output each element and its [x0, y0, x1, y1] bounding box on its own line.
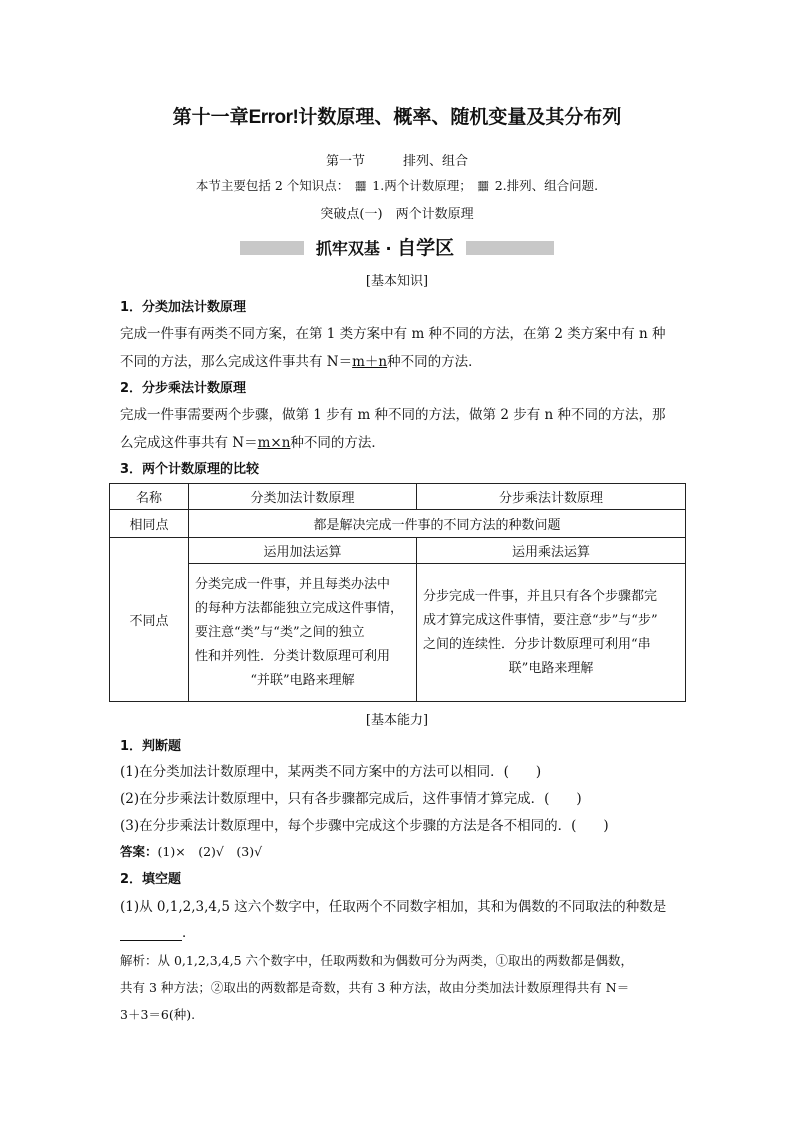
- error-text: Error!: [248, 107, 299, 128]
- header-name: 名称: [110, 484, 189, 510]
- mul-desc-line: 成才算完成这件事情，要注意“步”与“步”: [423, 612, 658, 628]
- addition-description: [189, 564, 417, 702]
- knowledge-point-icon: 䨻: [355, 180, 367, 193]
- header-multiplication: 分步乘法计数原理: [417, 484, 686, 510]
- heading-judgment: 1．判断题: [120, 739, 182, 754]
- diff-label: 不同点: [110, 538, 189, 702]
- mul-desc-line: 联”电路来理解: [508, 660, 594, 676]
- heading-multiplication-principle: 2．分步乘法计数原理: [120, 381, 247, 396]
- banner-text-1: 抓牢双基: [315, 239, 380, 258]
- section-topic: 排列、组合: [403, 154, 469, 169]
- chapter-title-text: 计数原理、概率、随机变量及其分布列: [298, 106, 622, 128]
- addition-operation: 运用加法运算: [189, 538, 417, 564]
- p1-post: 种不同的方法．: [387, 354, 482, 370]
- p2-pre: 么完成这件事共有 N＝: [120, 435, 258, 451]
- heading-fill-in: 2．填空题: [120, 872, 182, 887]
- paragraph-multiplication-line2: [120, 431, 385, 451]
- paragraph-addition-line1: 完成一件事有两类不同方案，在第 1 类方案中有 m 种不同的方法，在第 2 类方案中有 n 种: [120, 326, 666, 342]
- banner-text: [304, 235, 466, 262]
- basic-ability-label: [基本能力]: [365, 713, 429, 728]
- p2-post: 种不同的方法．: [290, 435, 385, 451]
- intro-item-1: 1.两个计数原理；: [372, 178, 472, 193]
- fill-q1-end: ．: [182, 925, 196, 941]
- solution-line-1: 解析：从 0,1,2,3,4,5 六个数字中，任取两数和为偶数可分为两类，①取出的两数都是偶数，: [120, 953, 634, 968]
- answer-m-times-n: m×n: [257, 435, 291, 451]
- comparison-table: [109, 483, 686, 702]
- paragraph-addition-line2: [120, 350, 482, 370]
- judgment-answer: [120, 842, 262, 860]
- judgment-question-2: (2)在分步乘法计数原理中，只有各步骤都完成后，这件事情才算完成．( ): [120, 791, 582, 807]
- knowledge-point-icon: 䨻: [477, 180, 489, 193]
- solution-line-2: 共有 3 种方法；②取出的两数都是奇数，共有 3 种方法，故由分类加法计数原理得共有 N＝: [120, 980, 630, 995]
- multiplication-description: [417, 564, 686, 702]
- table-row: [110, 538, 686, 564]
- multiplication-operation: 运用乘法运算: [417, 538, 686, 564]
- section-banner: [0, 235, 794, 261]
- heading-addition-principle: 1．分类加法计数原理: [120, 300, 247, 315]
- fill-question-1-blank: [120, 921, 196, 941]
- chapter-title: [0, 102, 794, 129]
- basic-knowledge-label: [基本知识]: [365, 274, 429, 289]
- table-row: [110, 510, 686, 538]
- fill-question-1: (1)从 0,1,2,3,4,5 这六个数字中，任取两个不同数字相加，其和为偶数的不同取法的种数是: [120, 899, 667, 915]
- answer-text: (1)× (2)√ (3)√: [157, 844, 263, 859]
- banner-text-2: 自学区: [397, 237, 455, 259]
- answer-blank: [120, 928, 182, 941]
- banner-bar-left: [240, 241, 304, 255]
- solution-line-3: 3＋3＝6(种).: [120, 1007, 196, 1022]
- section-intro: [0, 176, 794, 194]
- chapter-prefix: 第十一章: [172, 106, 249, 128]
- paragraph-multiplication-line1: 完成一件事需要两个步骤，做第 1 步有 m 种不同的方法，做第 2 步有 n 种不同的方法，那: [120, 407, 666, 423]
- banner-bar-right: [466, 241, 554, 255]
- breakpoint-heading: 突破点(一) 两个计数原理: [320, 207, 474, 222]
- add-desc-line: 分类完成一件事，并且每类办法中: [195, 576, 391, 592]
- add-desc-line: “并联”电路来理解: [250, 672, 355, 688]
- answer-label: 答案：: [120, 844, 158, 859]
- table-row: [110, 484, 686, 510]
- judgment-question-1: (1)在分类加法计数原理中，某两类不同方案中的方法可以相同．( ): [120, 764, 542, 780]
- intro-prefix: 本节主要包括 2 个知识点：: [195, 178, 350, 193]
- add-desc-line: 要注意“类”与“类”之间的独立: [195, 624, 365, 640]
- answer-m-plus-n: m＋n: [352, 354, 388, 370]
- section-heading: [0, 150, 794, 169]
- header-addition: 分类加法计数原理: [189, 484, 417, 510]
- same-value: 都是解决完成一件事的不同方法的种数问题: [189, 510, 686, 538]
- add-desc-line: 的每种方法都能独立完成这件事情，: [195, 600, 404, 616]
- table-row: [110, 564, 686, 702]
- same-label: 相同点: [110, 510, 189, 538]
- mul-desc-line: 分步完成一件事，并且只有各个步骤都完: [423, 588, 658, 604]
- intro-item-2: 2.排列、组合问题.: [494, 178, 599, 193]
- judgment-question-3: (3)在分步乘法计数原理中，每个步骤中完成这个步骤的方法是各不相同的．( ): [120, 818, 609, 834]
- p1-pre: 不同的方法，那么完成这件事共有 N＝: [120, 354, 353, 370]
- add-desc-line: 性和并列性．分类计数原理可利用: [195, 648, 391, 664]
- banner-dot: ·: [385, 239, 392, 258]
- heading-comparison: 3．两个计数原理的比较: [120, 462, 260, 477]
- section-name: 第一节: [325, 154, 365, 169]
- mul-desc-line: 之间的连续性．分步计数原理可利用“串: [423, 636, 651, 652]
